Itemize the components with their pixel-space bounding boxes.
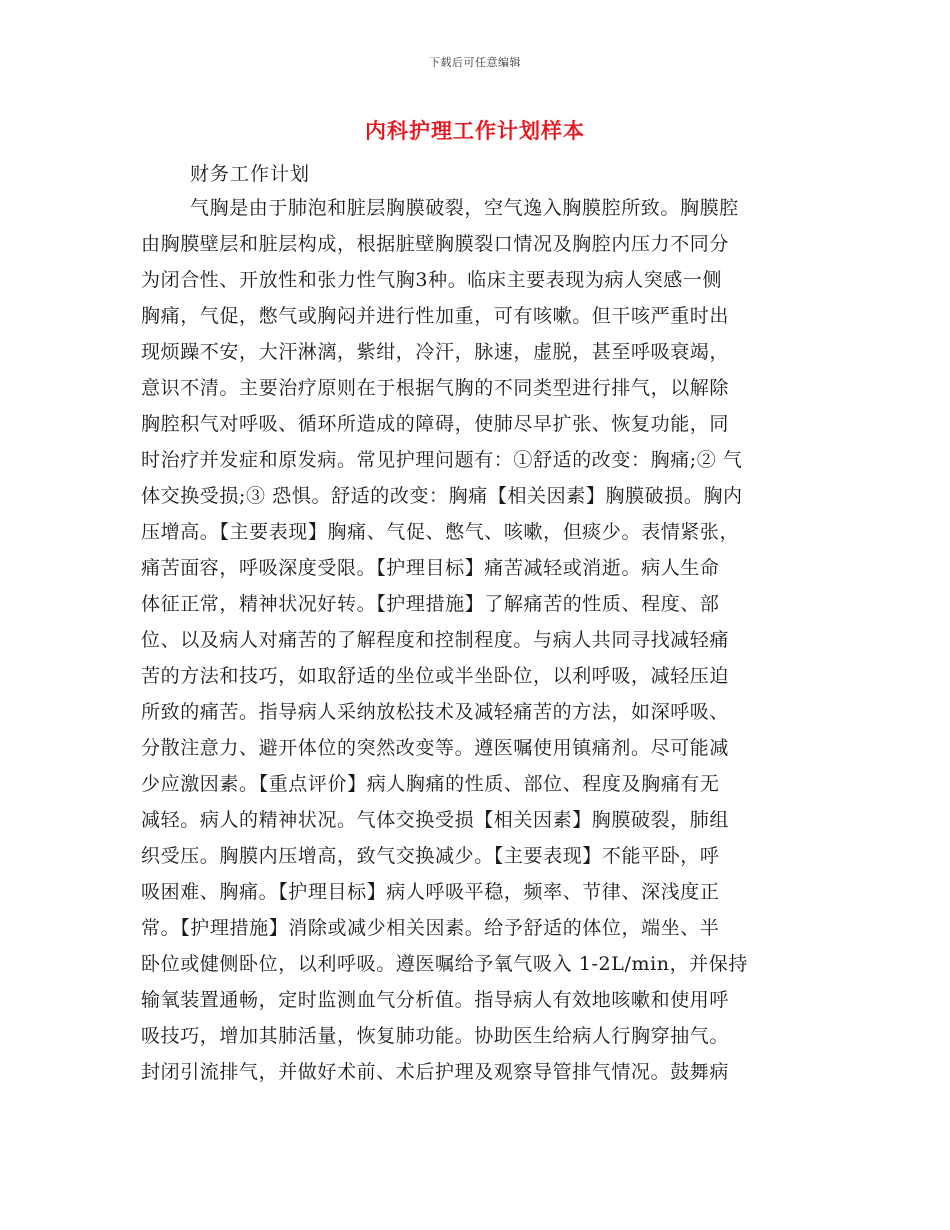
document-body [141,190,811,1090]
body-line: 封闭引流排气，并做好术前、术后护理及观察导管排气情况。鼓舞病 [141,1061,730,1083]
body-line: 吸技巧，增加其肺活量，恢复肺功能。协助医生给病人行胸穿抽气。 [141,1025,730,1047]
body-line: 吸困难、胸痛。【护理目标】病人呼吸平稳，频率、节律、深浅度正 [141,881,720,903]
page-header-note: 下载后可任意编辑 [429,56,521,69]
body-line: 卧位或健侧卧位，以利呼吸。遵医嘱给予氧气吸入 1-2L/min，并保持 [141,953,748,975]
body-line: 气胸是由于肺泡和脏层胸膜破裂，空气逸入胸膜腔所致。胸膜腔 [190,197,739,219]
document-title: 内科护理工作计划样本 [365,118,585,143]
body-line: 为闭合性、开放性和张力性气胸3种。临床主要表现为病人突感一侧 [141,269,723,291]
body-line: 由胸膜壁层和脏层构成，根据脏壁胸膜裂口情况及胸腔内压力不同分 [141,233,730,255]
body-line: 位、以及病人对痛苦的了解程度和控制程度。与病人共同寻找减轻痛 [141,629,730,651]
body-line: 输氧装置通畅，定时监测血气分析值。指导病人有效地咳嗽和使用呼 [141,989,730,1011]
body-line: 胸腔积气对呼吸、循环所造成的障碍，使肺尽早扩张、恢复功能，同 [141,413,730,435]
body-line: 少应激因素。【重点评价】病人胸痛的性质、部位、程度及胸痛有无 [141,773,720,795]
body-line: 减轻。病人的精神状况。气体交换受损【相关因素】胸膜破裂，肺组 [141,809,730,831]
body-line: 胸痛，气促，憋气或胸闷并进行性加重，可有咳嗽。但干咳严重时出 [141,305,730,327]
body-line: 分散注意力、避开体位的突然改变等。遵医嘱使用镇痛剂。尽可能减 [141,737,730,759]
body-line: 压增高。【主要表现】胸痛、气促、憋气、咳嗽，但痰少。表情紧张， [141,521,740,543]
body-line: 时治疗并发症和原发病。常见护理问题有：①舒适的改变：胸痛;② 气 [141,449,743,471]
body-line: 体征正常，精神状况好转。【护理措施】了解痛苦的性质、程度、部 [141,593,720,615]
body-line: 痛苦面容，呼吸深度受限。【护理目标】痛苦减轻或消逝。病人生命 [141,557,720,579]
body-line: 所致的痛苦。指导病人采纳放松技术及减轻痛苦的方法，如深呼吸、 [141,701,730,723]
document-subtitle: 财务工作计划 [190,163,311,185]
body-line: 常。【护理措施】消除或减少相关因素。给予舒适的体位，端坐、半 [141,917,720,939]
body-line: 织受压。胸膜内压增高，致气交换减少。【主要表现】不能平卧，呼 [141,845,720,867]
body-line: 体交换受损;③ 恐惧。舒适的改变：胸痛【相关因素】胸膜破损。胸内 [141,485,743,507]
body-line: 意识不清。主要治疗原则在于根据气胸的不同类型进行排气，以解除 [141,377,730,399]
body-line: 现烦躁不安，大汗淋漓，紫绀，冷汗，脉速，虚脱，甚至呼吸衰竭， [141,341,730,363]
body-line: 苦的方法和技巧，如取舒适的坐位或半坐卧位，以利呼吸，减轻压迫 [141,665,730,687]
